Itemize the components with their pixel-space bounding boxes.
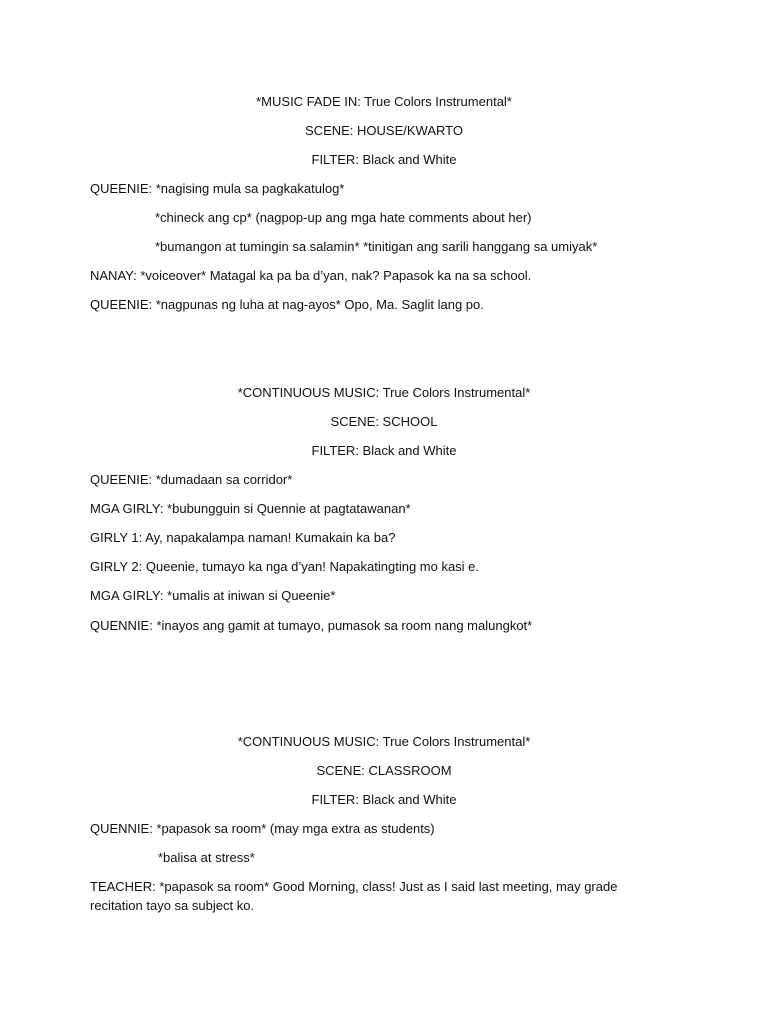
scene1-line-3: *bumangon at tumingin sa salamin* *tinitigan ang sarili hanggang sa umiyak* [155,239,598,254]
scene2-heading: SCENE: SCHOOL [330,414,438,429]
scene2-line-5: MGA GIRLY: *umalis at iniwan si Queenie* [90,588,336,603]
scene1-line-5: QUEENIE: *nagpunas ng luha at nag-ayos* Opo, Ma. Saglit lang po. [90,297,484,312]
scene2-line-4: GIRLY 2: Queenie, tumayo ka nga d’yan! Napakatingting mo kasi e. [90,559,480,574]
scene3-line-1: QUENNIE: *papasok sa room* (may mga extra as students) [90,821,435,836]
scene2-music-cue: *CONTINUOUS MUSIC: True Colors Instrumental* [237,385,531,400]
scene1-line-2: *chineck ang cp* (nagpop-up ang mga hate comments about her) [155,210,532,225]
scene1-filter: FILTER: Black and White [311,152,457,167]
scene2-line-3: GIRLY 1: Ay, napakalampa naman! Kumakain ka ba? [90,530,396,545]
scene2-line-2: MGA GIRLY: *bubungguin si Quennie at pagtatawanan* [90,501,411,516]
scene2-filter: FILTER: Black and White [311,443,457,458]
scene1-line-1: QUEENIE: *nagising mula sa pagkakatulog* [90,181,345,196]
scene1-line-4: NANAY: *voiceover* Matagal ka pa ba d’yan, nak? Papasok ka na sa school. [90,268,532,283]
scene1-heading: SCENE: HOUSE/KWARTO [305,123,463,138]
scene3-line-2: *balisa at stress* [158,850,255,865]
scene2-line-6: QUENNIE: *inayos ang gamit at tumayo, pumasok sa room nang malungkot* [90,618,533,633]
scene1-music-cue: *MUSIC FADE IN: True Colors Instrumental* [256,94,512,109]
scene3-filter: FILTER: Black and White [311,792,457,807]
scene2-line-1: QUEENIE: *dumadaan sa corridor* [90,472,293,487]
scene3-music-cue: *CONTINUOUS MUSIC: True Colors Instrumental* [237,734,531,749]
scene3-heading: SCENE: CLASSROOM [316,763,452,778]
scene3-line-3: TEACHER: *papasok sa room* Good Morning, class! Just as I said last meeting, may grade recitation tayo sa subject ko. [90,879,618,913]
